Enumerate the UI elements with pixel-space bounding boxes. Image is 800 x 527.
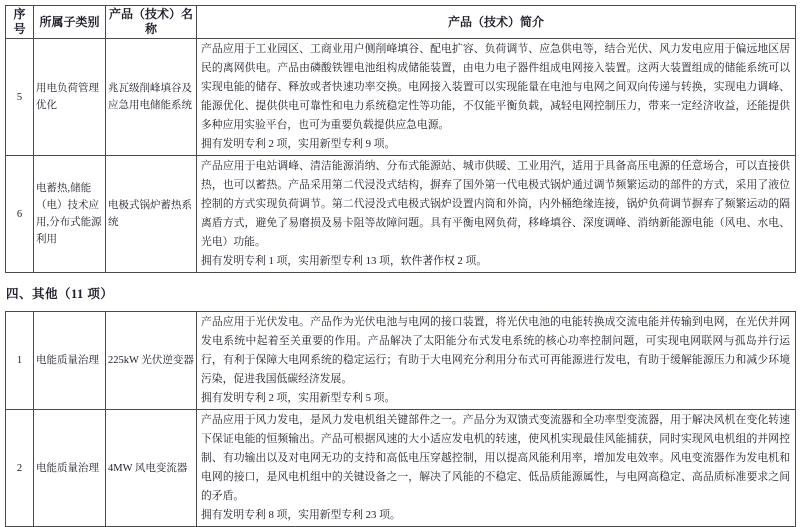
row-category: 电能质量治理 xyxy=(34,410,106,527)
row-category: 电能质量治理 xyxy=(34,312,106,410)
table-row xyxy=(6,312,796,410)
row-patent-text: 拥有发明专利 2 项，实用新型专利 9 项。 xyxy=(201,138,396,150)
header-col-num: 序号 xyxy=(6,6,34,39)
row-product-name: 4MW 风电变流器 xyxy=(106,410,197,527)
row-intro-cell xyxy=(197,156,796,273)
row-number: 5 xyxy=(6,39,34,156)
table-row xyxy=(6,156,796,273)
row-product-name: 电极式锅炉蓄热系统 xyxy=(106,156,197,273)
row-category: 用电负荷管理优化 xyxy=(34,39,106,156)
section-heading-other: 四、其他（11 项） xyxy=(6,287,114,301)
products-table-section4 xyxy=(5,311,796,527)
table-row xyxy=(6,410,796,527)
row-intro-text: 产品应用于光伏发电。产品作为光伏电池与电网的接口装置，将光伏电池的电能转换成交流电能并传输到电网，在光伏并网发电系统中起着至关重要的作用。产品解决了太阳能分布式发电系统的核心功率控制问题，可实现电网联网与孤岛并行运行，有利于保障大电网系统的稳定运行；有助于大电网充分利用分布式可再能源进行发电，有助于缓解能源压力和减少环境污染，促进我国低碳经济发展。 xyxy=(201,316,790,385)
table-header-row xyxy=(6,6,796,39)
row-patent-text: 拥有发明专利 2 项，实用新型专利 5 项。 xyxy=(201,392,396,404)
row-intro-cell xyxy=(197,410,796,527)
row-category: 电蓄热,储能（电）技术应用,分布式能源利用 xyxy=(34,156,106,273)
row-patent-text: 拥有发明专利 1 项，实用新型专利 13 项，软件著作权 2 项。 xyxy=(201,255,488,267)
header-col-name: 产品（技术）名称 xyxy=(106,6,197,39)
row-number: 2 xyxy=(6,410,34,527)
products-table-section3 xyxy=(5,5,796,273)
row-intro-cell xyxy=(197,312,796,410)
row-patent-text: 拥有发明专利 8 项，实用新型专利 23 项。 xyxy=(201,509,401,521)
row-intro-text: 产品应用于电站调峰、清洁能源消纳、分布式能源站、城市供暖、工业用汽，适用于具备高压电源的任意场合，可以直接供热，也可以蓄热。产品采用第二代浸没式结构，摒弃了国外第一代电极式锅炉通过调节频繁运动的部件的方式，采用了液位控制的方式实现负荷调节。第二代浸没式电极式锅炉设置内筒和外筒，内外桶绝缘连接，锅炉负荷调节摒弃了频繁运动的隔离盾方式，避免了易磨损及易卡阻等故障问题。具有平衡电网负荷，移峰填谷、深度调峰、消纳新能源电能（风电、水电、光电）功能。 xyxy=(201,160,790,248)
header-col-intro: 产品（技术）简介 xyxy=(197,6,796,39)
row-number: 1 xyxy=(6,312,34,410)
row-product-name: 兆瓦级削峰填谷及应急用电储能系统 xyxy=(106,39,197,156)
row-intro-cell xyxy=(197,39,796,156)
row-product-name: 225kW 光伏逆变器 xyxy=(106,312,197,410)
table-row xyxy=(6,39,796,156)
row-intro-text: 产品应用于工业园区、工商业用户侧削峰填谷、配电扩容、负荷调节、应急供电等，结合光伏、风力发电应用于偏远地区居民的离网供电。产品由磷酸铁锂电池组构成储能装置，由电力电子器件组成电网接入装置。这两大装置组成的储能系统可以实现电能的储存、释放或者快速功率交换。电网接入装置可以实现能量在电池与电网之间双向传递与转换，实现电力调峰、能源优化、提供供电可靠性和电力系统稳定性等功能，不仅能平衡负载，减轻电网控制压力，带来一定经济收益，还能提供多种应用实验平台，也可为重要负载提供应急电源。 xyxy=(201,43,790,131)
row-intro-text: 产品应用于风力发电，是风力发电机组关键部件之一。产品分为双馈式变流器和全功率型变流器，用于解决风机在变化转速下保证电能的恒频输出。产品可根据风速的大小适应发电机的转速，使风机实现最佳风能捕获，同时实现风电机组的并网控制、有功输出以及对电网无功的支持和高低电压穿越控制，用以提高风能利用率，增加发电效率。风电变流器作为发电机和电网的接口，是风电机组中的关键设备之一，解决了风能的不稳定、低品质能源属性，与电网高稳定、高品质标准要求之间的矛盾。 xyxy=(201,414,790,502)
header-col-category: 所属子类别 xyxy=(34,6,106,39)
row-number: 6 xyxy=(6,156,34,273)
